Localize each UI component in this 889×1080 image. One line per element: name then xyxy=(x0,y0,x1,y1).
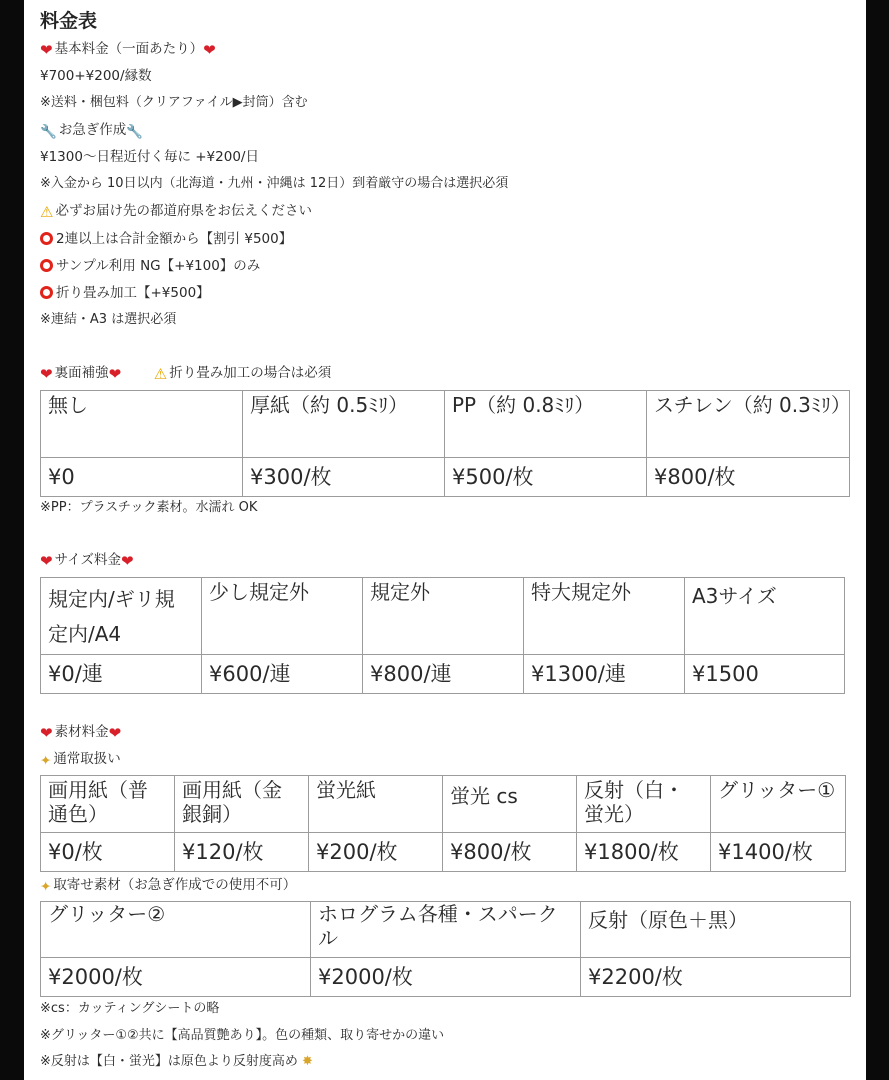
size-header: 規定内/ギリ規定内/A4 xyxy=(41,578,202,655)
footnote: ※グリッター①②共に【高品質艶あり】。色の種類、取り寄せかの違い xyxy=(40,1028,445,1043)
shooting-star-icon: ✦ xyxy=(40,753,52,769)
material-header: ホログラム各種・スパークル xyxy=(311,902,581,958)
heart-icon: ❤ xyxy=(108,724,122,742)
backing-price: ¥800/枚 xyxy=(647,458,850,497)
special-material-table xyxy=(40,901,851,997)
size-header: 特大規定外 xyxy=(524,578,685,655)
warning-icon: ⚠ xyxy=(153,365,168,383)
footnote: ※反射は【白・蛍光】は原色より反射度高め xyxy=(40,1054,298,1069)
option-line xyxy=(40,257,260,275)
right-frame-border xyxy=(866,0,889,1080)
size-heading-line xyxy=(40,551,136,570)
circle-icon xyxy=(40,232,53,245)
material-header: 蛍光紙 xyxy=(309,776,443,833)
material-price: ¥2000/枚 xyxy=(41,958,311,997)
heart-icon: ❤ xyxy=(121,552,134,570)
material-heading-line xyxy=(40,723,123,742)
basic-heading-line xyxy=(40,40,218,59)
rush-heading-line xyxy=(40,121,145,141)
backing-price: ¥500/枚 xyxy=(445,458,647,497)
wrench-icon: 🔧 xyxy=(126,124,144,140)
material-header: 画用紙（普通色） xyxy=(41,776,175,833)
wrench-icon: 🔧 xyxy=(40,124,57,140)
material-price: ¥120/枚 xyxy=(175,833,309,872)
option-line xyxy=(40,230,292,248)
backing-heading: 裏面補強 xyxy=(54,365,109,381)
rush-price: ¥1300〜日程近付く毎に +¥200/日 xyxy=(40,149,259,165)
material-price: ¥200/枚 xyxy=(309,833,443,872)
option-text: サンプル利用 NG【+¥100】のみ xyxy=(56,258,261,274)
regular-material-table xyxy=(40,775,846,872)
size-header: 規定外 xyxy=(363,578,524,655)
size-price: ¥1300/連 xyxy=(524,655,685,694)
table-row xyxy=(41,833,846,872)
rush-warning-line xyxy=(40,202,312,221)
backing-heading-line xyxy=(40,364,331,383)
material-header: グリッター② xyxy=(41,902,311,958)
material-price: ¥1400/枚 xyxy=(711,833,846,872)
backing-header: スチレン（約 0.3ﾐﾘ） xyxy=(647,391,850,458)
rush-heading: お急ぎ作成 xyxy=(58,122,127,138)
shooting-star-icon: ✦ xyxy=(40,879,52,895)
backing-header: 厚紙（約 0.5ﾐﾘ） xyxy=(243,391,445,458)
material-header: 画用紙（金銀銅） xyxy=(175,776,309,833)
material-header: 蛍光 cs xyxy=(443,776,577,833)
size-header: A3サイズ xyxy=(685,578,845,655)
table-row xyxy=(41,902,851,958)
heart-icon: ❤ xyxy=(108,365,122,383)
material-header: 反射（原色＋黒） xyxy=(581,902,851,958)
table-row xyxy=(41,391,850,458)
material-price: ¥2200/枚 xyxy=(581,958,851,997)
size-price: ¥800/連 xyxy=(363,655,524,694)
material-header: 反射（白・蛍光） xyxy=(577,776,711,833)
heart-icon: ❤ xyxy=(40,365,53,383)
sparkle-icon: ✸ xyxy=(302,1054,313,1069)
basic-heading: 基本料金（一面あたり） xyxy=(54,41,204,57)
material-price: ¥1800/枚 xyxy=(577,833,711,872)
backing-price: ¥300/枚 xyxy=(243,458,445,497)
size-price: ¥1500 xyxy=(685,655,845,694)
material-price: ¥0/枚 xyxy=(41,833,175,872)
material-price: ¥800/枚 xyxy=(443,833,577,872)
table-row xyxy=(41,655,845,694)
option-text: 2連以上は合計金額から【割引 ¥500】 xyxy=(56,231,293,247)
regular-heading-line xyxy=(40,750,121,770)
backing-header: PP（約 0.8ﾐﾘ） xyxy=(445,391,647,458)
basic-price: ¥700+¥200/縁数 xyxy=(40,68,152,84)
table-row xyxy=(41,776,846,833)
page-title: 料金表 xyxy=(40,10,98,32)
material-heading: 素材料金 xyxy=(54,724,109,740)
regular-heading: 通常取扱い xyxy=(53,751,121,767)
backing-price: ¥0 xyxy=(41,458,243,497)
heart-icon: ❤ xyxy=(40,41,53,59)
circle-icon xyxy=(40,286,53,299)
left-frame-border xyxy=(0,0,24,1080)
table-row xyxy=(41,458,850,497)
size-header: 少し規定外 xyxy=(202,578,363,655)
footnote: ※cs：カッティングシートの略 xyxy=(40,1001,220,1016)
heart-icon: ❤ xyxy=(203,41,216,59)
special-heading-line xyxy=(40,876,296,896)
material-header: グリッター① xyxy=(711,776,846,833)
option-line xyxy=(40,284,210,302)
table-row xyxy=(41,578,845,655)
heart-icon: ❤ xyxy=(40,552,53,570)
heart-icon: ❤ xyxy=(40,724,53,742)
options-note: ※連結・A3 は選択必須 xyxy=(40,312,177,327)
option-text: 折り畳み加工【+¥500】 xyxy=(56,285,210,301)
size-price: ¥0/連 xyxy=(41,655,202,694)
size-heading: サイズ料金 xyxy=(54,552,121,568)
table-row xyxy=(41,958,851,997)
size-table xyxy=(40,577,845,694)
backing-note: ※PP：プラスチック素材。水濡れ OK xyxy=(40,500,258,515)
backing-table xyxy=(40,390,850,497)
rush-warning: 必ずお届け先の都道府県をお伝えください xyxy=(55,203,312,219)
backing-warning: 折り畳み加工の場合は必須 xyxy=(169,365,332,381)
warning-icon: ⚠ xyxy=(40,203,54,221)
special-heading: 取寄せ素材（お急ぎ作成での使用不可） xyxy=(53,877,297,893)
rush-note: ※入金から 10日以内（北海道・九州・沖縄は 12日）到着厳守の場合は選択必須 xyxy=(40,176,509,191)
circle-icon xyxy=(40,259,53,272)
material-price: ¥2000/枚 xyxy=(311,958,581,997)
basic-shipping-note: ※送料・梱包料（クリアファイル▶封筒）含む xyxy=(40,95,308,110)
backing-header: 無し xyxy=(41,391,243,458)
size-price: ¥600/連 xyxy=(202,655,363,694)
footnote-line xyxy=(40,1054,313,1070)
